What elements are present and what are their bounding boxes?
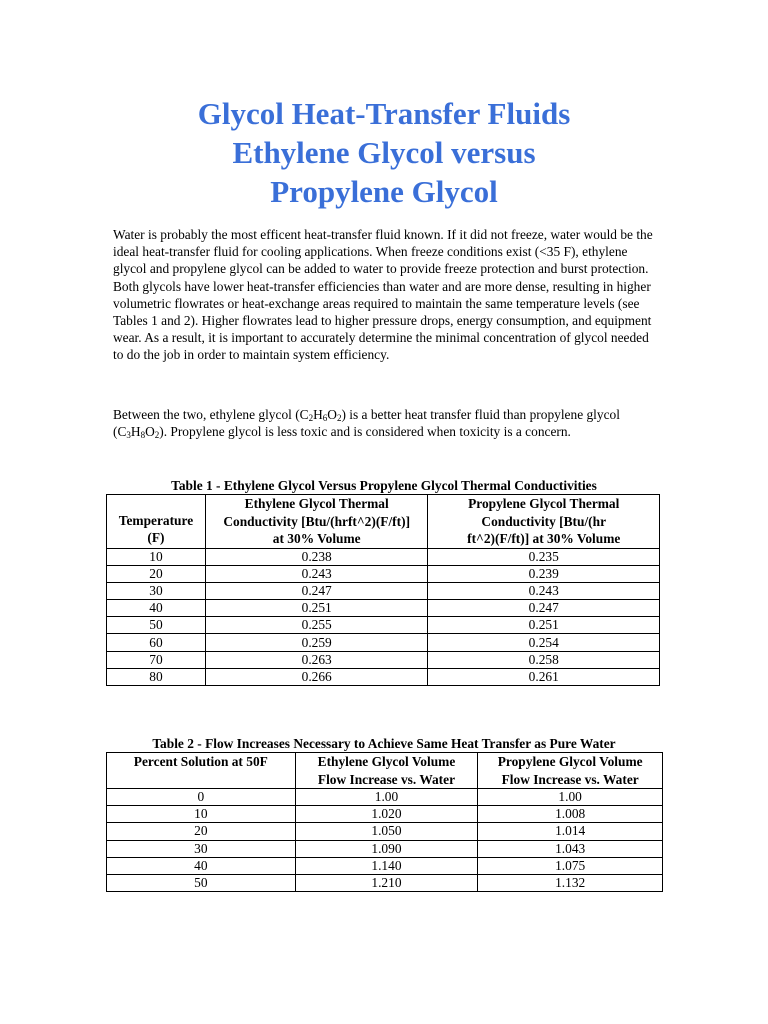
table-row [107,582,660,599]
temperature-cell: 50 [107,617,206,634]
ethylene-flow-cell: 1.020 [295,806,478,823]
subscript: 2 [308,413,314,423]
table-row [107,548,660,565]
subscript: 6 [322,413,328,423]
propylene-flow-cell: 1.075 [478,857,663,874]
comparison-text: Between the two, ethylene glycol (C [113,407,309,422]
propylene-flow-cell: 1.008 [478,806,663,823]
comparison-paragraph [113,406,659,440]
temperature-cell: 10 [107,548,206,565]
flow-increase-table [106,752,663,892]
percent-solution-cell: 40 [107,857,296,874]
title-line-2: Ethylene Glycol versus [232,135,536,170]
ethylene-flow-cell: 1.00 [295,789,478,806]
propylene-flow-cell: 1.132 [478,874,663,891]
table2-caption: Table 2 - Flow Increases Necessary to Achieve Same Heat Transfer as Pure Water [152,736,616,751]
temperature-cell: 30 [107,582,206,599]
percent-solution-cell: 50 [107,874,296,891]
title-line-3: Propylene Glycol [270,174,498,209]
table2-body [107,789,663,892]
header-percent-solution [107,753,296,789]
table-header-row [107,753,663,789]
propylene-flow-cell: 1.00 [478,789,663,806]
header-text: Conductivity [Btu/(hrft^2)(F/ft)] [223,513,411,529]
temperature-cell: 80 [107,668,206,685]
percent-solution-cell: 30 [107,840,296,857]
ethylene-conductivity-cell: 0.263 [205,651,428,668]
ethylene-flow-cell: 1.210 [295,874,478,891]
header-text: Percent Solution at 50F [133,754,268,769]
table-row [107,565,660,582]
table-row [107,617,660,634]
ethylene-conductivity-cell: 0.247 [205,582,428,599]
header-text: ft^2)(F/ft)] at 30% Volume [467,531,621,546]
thermal-conductivity-table [106,494,660,686]
subscript: 3 [126,430,131,441]
temperature-cell: 70 [107,651,206,668]
ethylene-flow-cell: 1.050 [295,823,478,840]
header-text: Flow Increase vs. Water [317,771,456,787]
header-text: Propylene Glycol Thermal [468,496,620,511]
subscript: 8 [140,430,146,441]
propylene-conductivity-cell: 0.243 [428,582,660,599]
ethylene-conductivity-cell: 0.259 [205,634,428,651]
temperature-cell: 20 [107,565,206,582]
header-propylene-conductivity [428,495,660,549]
ethylene-flow-cell: 1.090 [295,840,478,857]
propylene-flow-cell: 1.014 [478,823,663,840]
table-row [107,668,660,685]
propylene-conductivity-cell: 0.239 [428,565,660,582]
header-text: Ethylene Glycol Thermal [244,496,389,511]
header-text: Ethylene Glycol Volume [317,754,456,769]
table-row [107,789,663,806]
ethylene-conductivity-cell: 0.243 [205,565,428,582]
title-line-1: Glycol Heat-Transfer Fluids [197,96,571,131]
header-text: Flow Increase vs. Water [501,771,639,787]
percent-solution-cell: 10 [107,806,296,823]
ethylene-conductivity-cell: 0.266 [205,668,428,685]
header-text: Temperature [118,512,194,528]
intro-paragraph: Water is probably the most efficent heat-transfer fluid known. If it did not freeze, water would be the ideal heat-transfer fluid for cooling applications. When freeze conditions exist (<35 F), ethylene glycol and propylene glycol can be added to water to provide freeze protection and burst protection. Both glycols have lower heat-transfer efficiencies than water and are more dense, resulting in higher volumetric flowrates or heat-exchange areas required to maintain the same temperature levels (see Tables 1 and 2). Higher flowrates lead to higher pressure drops, energy consumption, and equipment wear. As a result, it is important to accurately determine the minimal concentration of glycol needed to do the job in order to maintain system efficiency. [113,227,653,363]
temperature-cell: 60 [107,634,206,651]
comparison-text: H [130,424,141,440]
header-propylene-flow [478,753,663,789]
table-row [107,651,660,668]
header-text: Propylene Glycol Volume [497,754,643,769]
table-row [107,634,660,651]
header-temperature [107,495,206,549]
table-row [107,874,663,891]
ethylene-flow-cell: 1.140 [295,857,478,874]
header-text: Conductivity [Btu/(hr [481,513,607,529]
document-title [0,94,768,211]
comparison-text: H [313,407,323,422]
header-text: at 30% Volume [272,531,361,546]
propylene-flow-cell: 1.043 [478,840,663,857]
comparison-text: ) is a better heat transfer fluid than propylene glycol (C [113,407,620,440]
temperature-cell: 40 [107,600,206,617]
subscript: 2 [336,413,342,423]
ethylene-conductivity-cell: 0.251 [205,600,428,617]
table-row [107,840,663,857]
propylene-conductivity-cell: 0.254 [428,634,660,651]
table-header-row [107,495,660,549]
comparison-text: O [327,407,337,422]
ethylene-conductivity-cell: 0.255 [205,617,428,634]
table-row [107,600,660,617]
propylene-conductivity-cell: 0.235 [428,548,660,565]
comparison-text: ). Propylene glycol is less toxic and is considered when toxicity is a concern. [159,424,571,440]
percent-solution-cell: 20 [107,823,296,840]
table-row [107,857,663,874]
propylene-conductivity-cell: 0.247 [428,600,660,617]
ethylene-conductivity-cell: 0.238 [205,548,428,565]
percent-solution-cell: 0 [107,789,296,806]
propylene-conductivity-cell: 0.258 [428,651,660,668]
header-ethylene-conductivity [205,495,428,549]
propylene-conductivity-cell: 0.251 [428,617,660,634]
comparison-text: O [145,424,155,440]
propylene-conductivity-cell: 0.261 [428,668,660,685]
subscript: 2 [154,430,160,441]
table1-body [107,548,660,686]
header-ethylene-flow [295,753,478,789]
table-row [107,806,663,823]
table1-caption: Table 1 - Ethylene Glycol Versus Propylene Glycol Thermal Conductivities [171,478,597,493]
header-text: (F) [147,530,165,545]
table-row [107,823,663,840]
